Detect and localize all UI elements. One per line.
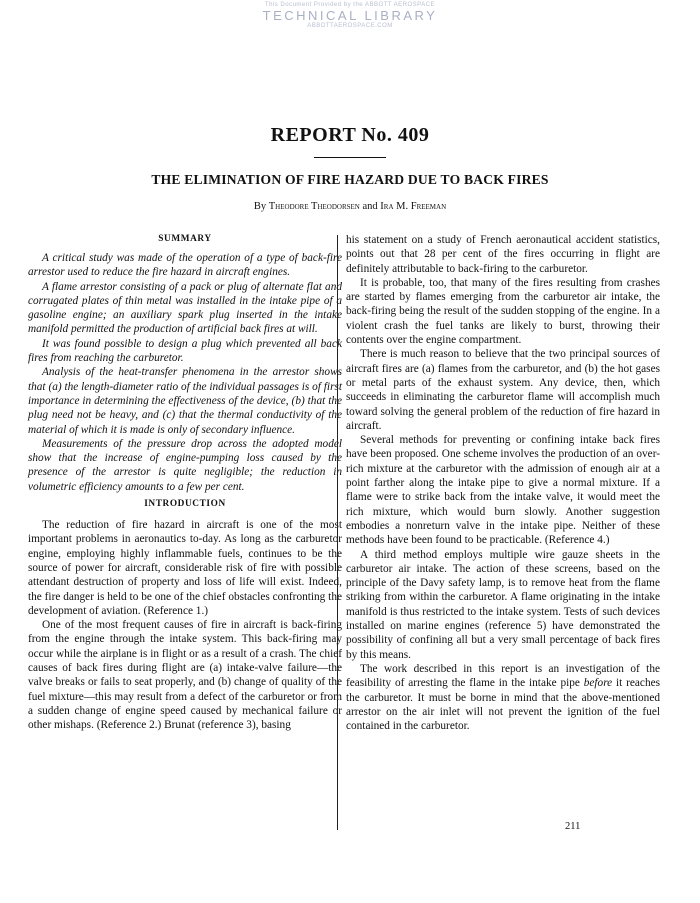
body-paragraph: One of the most frequent causes of fire in aircraft is back-firing from the engine through the intake system. This back-firing may occur while the airplane is in flight or as a result of a crash. The chief causes of back fires during flight are (a) intake-valve failure—the valve breaks or fails to seat properly, and (b) change of quality of the fuel mixture—this may result from a defect of the carburetor or from a sudden change of engine speed caused by mechanical failure or other mishaps. (Reference 2.) Brunat (reference 3), basing (28, 619, 342, 732)
body-paragraph: The reduction of fire hazard in aircraft is one of the most important problems in aeronautics to-day. As long as the carburetor engine, employing highly inflammable fuels, continues to be the source of power for aircraft, considerable risk of fire with possible attendant destruction of property and loss of life will exist. Indeed, the fire danger is held to be one of the chief obstacles confronting the development of aviation. (Reference 1.) (28, 519, 342, 617)
watermark-top-line: This Document Provided by the ABBOTT AEROSPACE (264, 2, 436, 8)
text-run: The work described in this report is an investigation of the feasibility of arresting the flame in the intake pipe (346, 662, 660, 690)
continued-paragraph: his statement on a study of French aeronautical accident statistics, points out that 28 per cent of the fires occurring in flight are definitely attributable to back-firing to the carburetor. (346, 234, 660, 275)
summary-paragraph: A flame arrestor consisting of a pack or plug of alternate flat and corrugated plates of thin metal was installed in the intake pipe of a gasoline engine; an auxiliary spark plug inserted in the intake manifold permitted the production of artificial back fires at will. (28, 280, 342, 336)
body-paragraph: There is much reason to believe that the two principal sources of aircraft fires are (a) flames from the carburetor, and (b) the hot gases or metal parts of the exhaust system. Any device, then, which succeeds in eliminating the carburetor flame will accomplish much toward solving the general problem of the reduction of fire hazard in aircraft. (346, 348, 660, 432)
column-divider (337, 235, 338, 830)
introduction-heading: INTRODUCTION (144, 499, 226, 510)
author-name: Ira M. Freeman (380, 201, 447, 212)
emphasized-word: before (583, 677, 613, 690)
left-column (28, 233, 342, 733)
byline-and: and (362, 201, 378, 212)
byline-prefix: By (253, 201, 267, 212)
summary-paragraph: It was found possible to design a plug which prevented all back fires from reaching the carburetor. (28, 337, 342, 365)
body-paragraph (346, 662, 660, 733)
paper-title: THE ELIMINATION OF FIRE HAZARD DUE TO BACK FIRES (151, 172, 549, 187)
byline (0, 201, 700, 212)
summary-paragraph: A critical study was made of the operation of a type of back-fire arrestor used to reduce the fire hazard in aircraft engines. (28, 252, 342, 279)
summary-heading: SUMMARY (158, 234, 212, 244)
report-number: REPORT No. 409 (270, 124, 430, 146)
body-paragraph: A third method employs multiple wire gauze sheets in the carburetor air intake. The action of these screens, based on the principle of the Davy safety lamp, is to remove heat from the flame striking from within the carburetor. A flame originating in the intake manifold is thus restricted to the intake system. Tests of such devices installed on marine engines (reference 5) have demonstrated the possibility of confining all but a very small percentage of back fires by this means. (346, 548, 660, 661)
watermark-main-line: TECHNICAL LIBRARY (262, 8, 438, 23)
watermark-url-line: ABBOTTAEROSPACE.COM (307, 23, 393, 29)
body-paragraph: It is probable, too, that many of the fires resulting from crashes are started by flames emerging from the carburetor air intake, the back-firing being the result of the sudden stopping of the engine. In a violent crash the fuel tanks are likely to burst, throwing their contents over the engine compartment. (346, 276, 660, 347)
text-run: it reaches the carburetor. It must be borne in mind that the above-mentioned arrestor on the air inlet will not prevent the ignition of the fuel contained in the carburetor. (346, 677, 661, 733)
page-number: 211 (565, 821, 581, 832)
body-paragraph: Several methods for preventing or confining intake back fires have been proposed. One scheme involves the production of an over-rich mixture at the carburetor with the admission of enough air at a point farther along the intake pipe to give a normal mixture. If a flame were to strike back from the intake valve, it would meet the rich mixture, which would burn slowly. Another suggestion embodies a nonreturn valve in the intake pipe. Neither of these methods have been found to be practicable. (Reference 4.) (346, 434, 660, 547)
summary-paragraph: Measurements of the pressure drop across the adopted model show that the increase of engine-pumping loss caused by the presence of the arrestor is quite negligible; the reduction in volumetric efficiency amounts to a few per cent. (28, 437, 342, 493)
library-watermark (0, 2, 700, 30)
right-column (346, 233, 660, 733)
author-name: Theodore Theodorsen (268, 201, 360, 212)
summary-section (28, 233, 342, 494)
summary-paragraph: Analysis of the heat-transfer phenomena in the arrestor shows that (a) the length-diameter ratio of the individual passages is of first importance in determining the effectiveness of the device, (b) that the plug need not be heavy, and (c) that the thermal conductivity of the material of which it is made is only of secondary influence. (28, 366, 342, 436)
title-divider (314, 157, 386, 158)
